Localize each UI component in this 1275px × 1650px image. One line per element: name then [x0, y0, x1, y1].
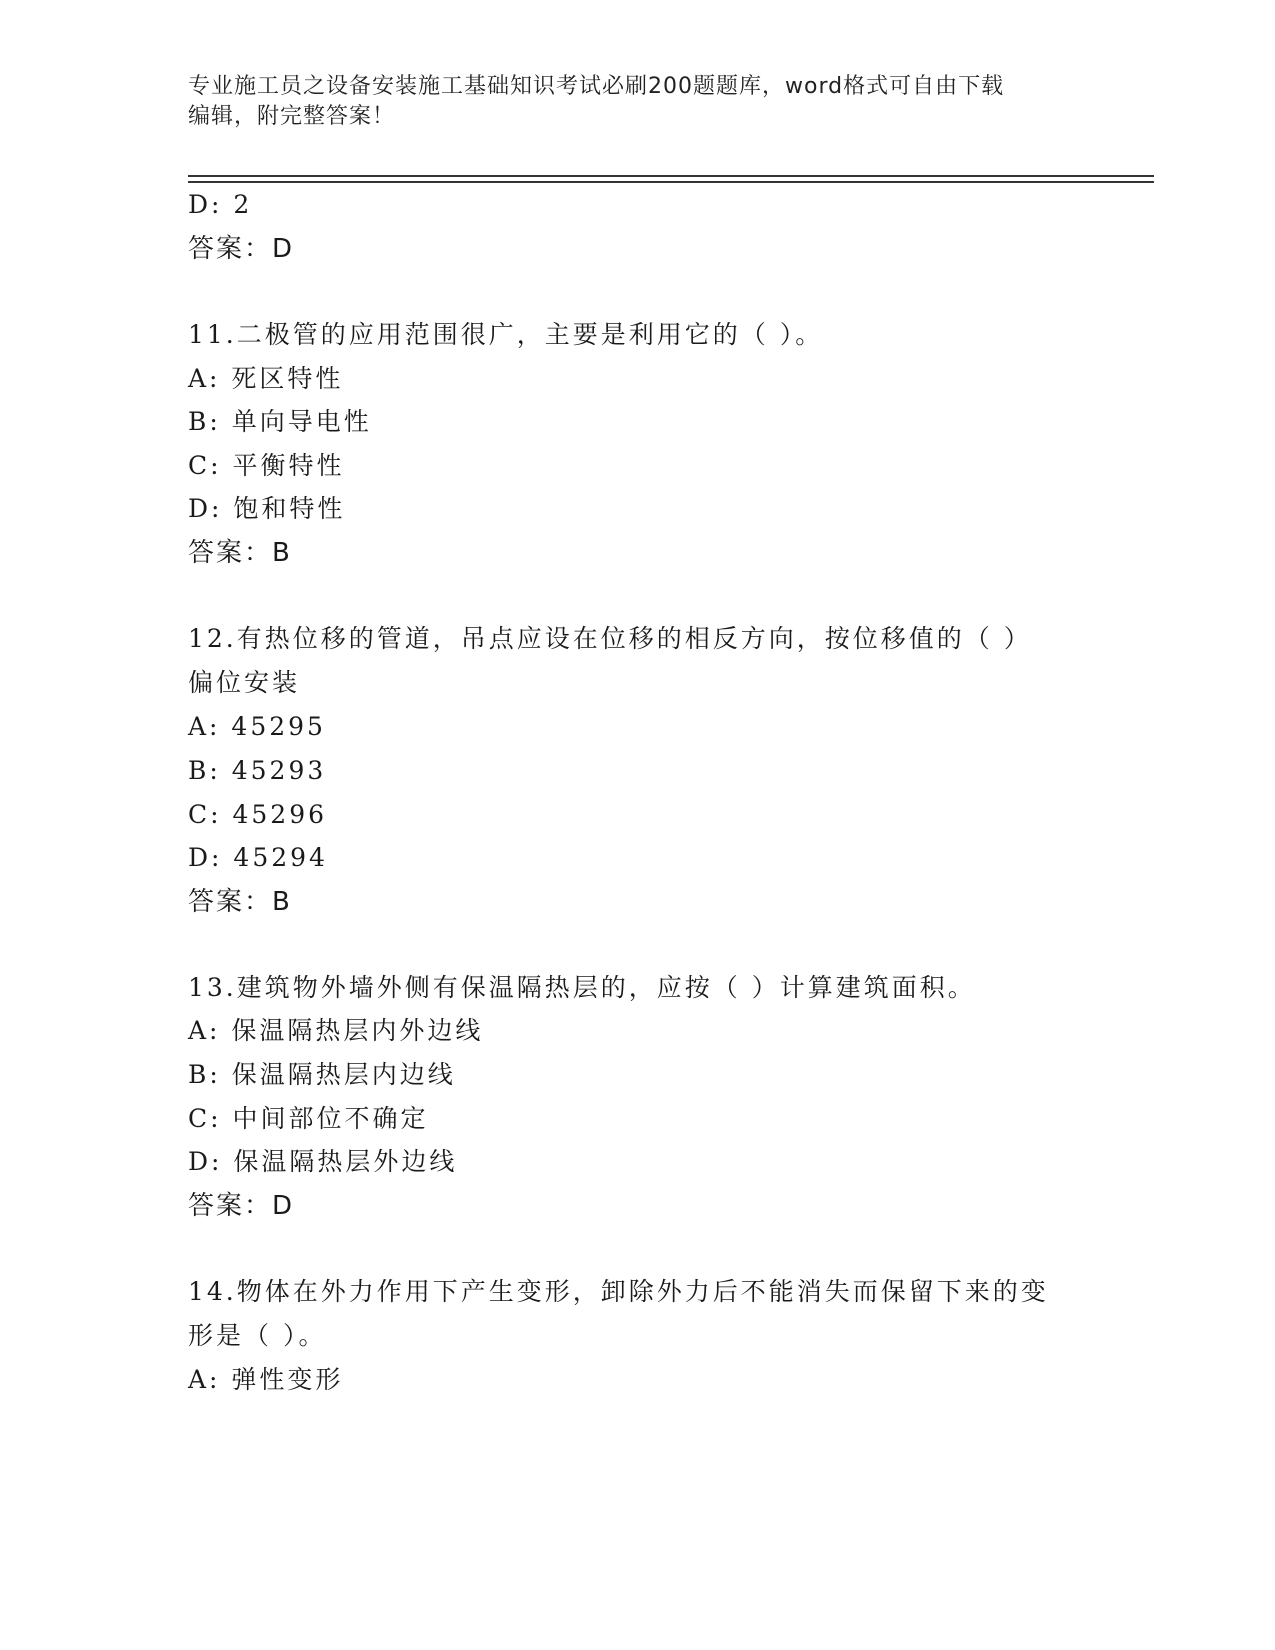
q12-stem-line1: 12.有热位移的管道，吊点应设在位移的相反方向，按位移值的（ ） [188, 624, 1032, 653]
q12-answer: 答案：B [188, 887, 292, 917]
q12-option-b: B: 45293 [188, 756, 327, 785]
document-header [188, 72, 1088, 132]
q12-option-c: C: 45296 [188, 800, 328, 829]
q13-option-c: C: 中间部位不确定 [188, 1104, 429, 1133]
prev-answer: 答案：D [188, 234, 295, 264]
q11-option-b: B: 单向导电性 [188, 407, 372, 436]
q13-option-b: B: 保温隔热层内边线 [188, 1060, 456, 1089]
header-title-line2: 编辑，附完整答案！ [188, 104, 396, 129]
q11-answer: 答案：B [188, 538, 292, 568]
q14-option-a: A: 弹性变形 [188, 1365, 344, 1394]
q11-option-d: D: 饱和特性 [188, 494, 346, 523]
q13-option-a: A: 保温隔热层内外边线 [188, 1016, 484, 1045]
q11-option-c: C: 平衡特性 [188, 451, 345, 480]
q11-option-a: A: 死区特性 [188, 364, 344, 393]
q12-option-d: D: 45294 [188, 843, 328, 872]
q14-stem-line1: 14.物体在外力作用下产生变形，卸除外力后不能消失而保留下来的变 [188, 1277, 1049, 1306]
q11-stem: 11.二极管的应用范围很广，主要是利用它的（ ）。 [188, 320, 824, 349]
q13-answer: 答案：D [188, 1191, 295, 1221]
prev-option-d: D: 2 [188, 190, 253, 219]
q14-stem-line2: 形是（ ）。 [188, 1321, 327, 1350]
header-title-line1: 专业施工员之设备安装施工基础知识考试必刷200题题库，word格式可自由下载 [188, 74, 1005, 99]
q12-option-a: A: 45295 [188, 712, 326, 741]
header-divider-top [188, 175, 1154, 177]
q12-stem-line2: 偏位安装 [188, 668, 301, 697]
q13-stem: 13.建筑物外墙外侧有保温隔热层的，应按（ ）计算建筑面积。 [188, 973, 976, 1002]
header-divider-bottom [188, 181, 1154, 183]
q13-option-d: D: 保温隔热层外边线 [188, 1147, 458, 1176]
